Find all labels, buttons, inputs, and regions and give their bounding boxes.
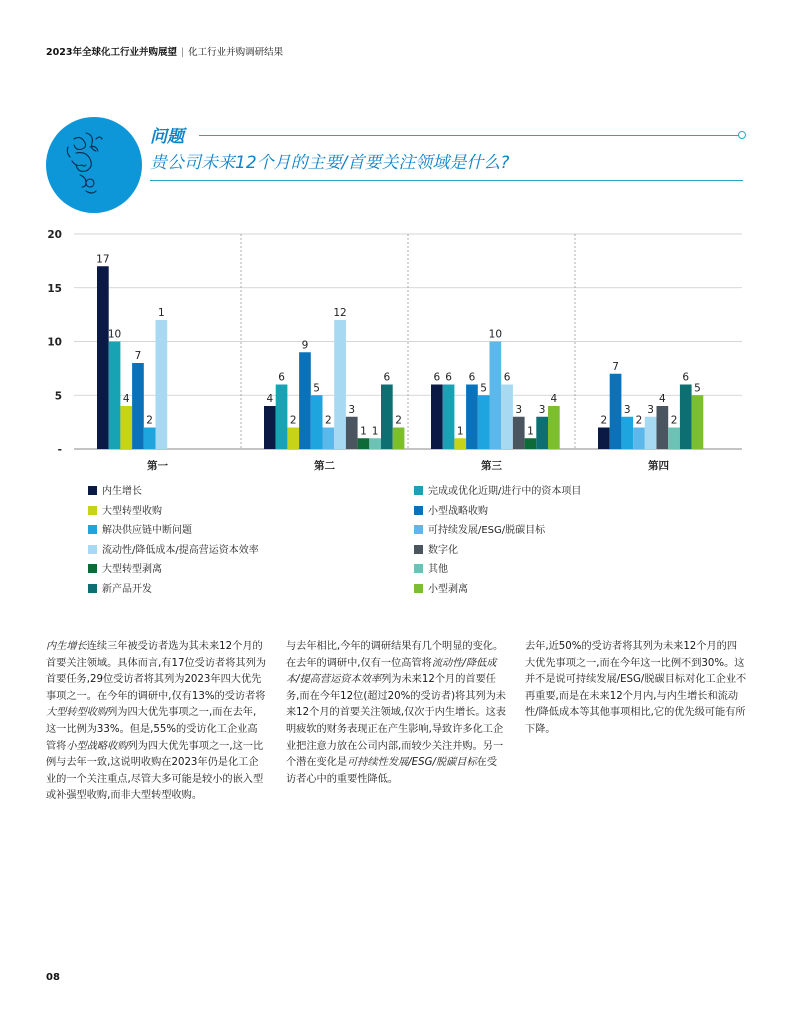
body-text: 与去年相比,今年的调研结果有几个明显的变化。在去年的调研中,仅有一位高管将: [286, 641, 504, 669]
data-label: 2: [289, 414, 297, 427]
legend-label: 小型战略收购: [428, 505, 488, 517]
bar: [692, 395, 704, 449]
report-subtitle: 化工行业并购调研结果: [188, 47, 284, 58]
question-text: 贵公司未来12个月的主要/首要关注领域是什么?: [150, 153, 510, 173]
data-label: 4: [122, 393, 130, 405]
legend-swatch: [88, 506, 97, 515]
legend-label: 可持续发展/ESG/脱碳目标: [428, 525, 546, 536]
bar: [346, 417, 358, 449]
data-label: 7: [612, 360, 619, 373]
bar: [680, 385, 692, 450]
data-label: 1: [371, 425, 379, 438]
legend-swatch: [414, 584, 423, 593]
legend-swatch: [88, 584, 97, 593]
data-label: 3: [623, 403, 631, 416]
data-label: 6: [468, 371, 476, 384]
y-tick-label: 15: [47, 282, 62, 295]
data-label: 4: [659, 393, 666, 405]
bar: [633, 428, 645, 450]
question-illustration: [46, 117, 142, 213]
bar: [323, 428, 335, 450]
bar: [657, 406, 669, 449]
data-label: 3: [538, 403, 546, 416]
data-label: 3: [515, 403, 523, 416]
legend-swatch: [414, 545, 423, 554]
data-label: 6: [433, 371, 441, 384]
bar: [598, 428, 610, 450]
bar: [548, 406, 560, 449]
data-label: 3: [647, 403, 654, 416]
bar: [513, 417, 525, 449]
sketch-icon: [46, 117, 142, 213]
data-label: 7: [134, 350, 142, 362]
legend-item: [88, 486, 142, 498]
bar: [525, 438, 537, 449]
body-column-2: [286, 639, 506, 788]
data-label: 6: [278, 371, 285, 384]
data-label: 5: [694, 382, 701, 395]
data-label: 2: [600, 414, 608, 427]
bar: [610, 374, 622, 449]
bar: [132, 363, 144, 449]
legend-swatch: [414, 506, 423, 515]
data-label: 9: [301, 339, 309, 352]
emphasis-text: 内生增长: [46, 641, 87, 652]
bar: [536, 417, 548, 449]
body-text: 去年,近50%的受访者将其列为未来12个月的四大优先事项之一,而在今年这一比例不到30%。这并不是说可持续发展/ESG/脱碳目标对化工企业不再重要,而是在未来12个月内,与内生增长和流动性/降低成本等其他事项相比,它的优先级可能有所下降。: [525, 641, 747, 735]
data-label: 1: [360, 425, 367, 438]
bar: [369, 438, 381, 449]
emphasis-text: 流动性/降低成本/提高营运资本效率: [286, 657, 497, 686]
legend-swatch: [414, 525, 423, 534]
bar: [120, 406, 132, 449]
legend-label: 完成或优化近期/进行中的资本项目: [428, 486, 582, 497]
data-label: 2: [395, 414, 402, 427]
bar: [393, 428, 405, 450]
data-label: 17: [96, 253, 110, 266]
data-label: 6: [445, 371, 452, 384]
legend-item: [414, 545, 458, 557]
x-category-label: 第一: [147, 460, 168, 472]
bar: [358, 438, 370, 449]
legend-item: [414, 564, 448, 576]
data-label: 5: [480, 382, 487, 395]
data-label: 6: [383, 371, 391, 384]
emphasis-text: 小型战略收购: [66, 740, 128, 752]
bar: [299, 352, 311, 449]
y-tick-label: 10: [47, 336, 62, 349]
y-tick-label: 5: [54, 390, 62, 403]
data-label: 5: [313, 382, 320, 395]
page-number: 08: [46, 972, 60, 983]
legend-label: 数字化: [428, 544, 458, 556]
bar: [431, 385, 443, 450]
bar: [501, 385, 513, 450]
question-divider-bottom: [150, 180, 743, 181]
body-text: 列为未来12个月的首要任务,而在今年12位(超过20%的受访者)将其列为未来12个月的首要关注领域,仅次于内生增长。这表明疲软的财务表现正在产生影响,导致许多化工企业把注意力放在公司内部,而较少关注并购。另一个潜在变化是: [286, 674, 506, 769]
bar: [668, 428, 680, 450]
bar: [311, 395, 323, 449]
bar: [264, 406, 276, 449]
bar: [490, 342, 502, 450]
data-label: 10: [488, 328, 503, 341]
question-label: 问题: [150, 122, 188, 147]
legend-label: 其他: [428, 564, 448, 575]
legend-item: [414, 506, 488, 518]
legend-item: [88, 584, 152, 596]
report-title: 2023年全球化工行业并购展望: [46, 47, 177, 58]
body-column-3: [525, 639, 747, 739]
body-text: 连续三年被受访者选为其未来12个月的首要关注领域。具体而言,有17位受访者将其列为首要任务,29位受访者将其列为2023年四大优先事项之一。在今年的调研中,仅有13%的受访者将: [46, 641, 266, 702]
bar: [109, 342, 121, 450]
bar: [381, 385, 393, 450]
data-label: 3: [348, 403, 356, 416]
legend-label: 大型转型收购: [102, 505, 162, 517]
header-separator: |: [180, 47, 185, 58]
legend-label: 新产品开发: [102, 583, 152, 595]
divider-end-dot: [738, 131, 746, 139]
legend-item: [88, 506, 162, 518]
legend-item: [88, 525, 192, 537]
bar: [156, 320, 168, 449]
emphasis-text: 可持续性发展/ESG/脱碳目标: [347, 757, 477, 769]
x-category-label: 第二: [314, 460, 335, 472]
legend-swatch: [88, 486, 97, 495]
bar: [454, 438, 466, 449]
bar: [443, 385, 455, 450]
legend-swatch: [88, 525, 97, 534]
data-label: 4: [550, 393, 558, 405]
body-text: 列为四大优先事项之一,这一比例与去年一致,这说明收购在2023年仍是化工企业的一个关注重点,尽管大多可能是较小的嵌入型或补强型收购,而非大型转型收购。: [46, 740, 264, 802]
x-category-label: 第四: [648, 460, 669, 472]
body-text: 在受访者心中的重要性降低。: [286, 757, 498, 785]
data-label: 6: [682, 371, 690, 384]
data-label: 2: [670, 414, 678, 427]
bar: [287, 428, 299, 450]
bar: [466, 385, 478, 450]
legend-swatch: [414, 486, 423, 495]
bar: [621, 417, 633, 449]
y-tick-label: 20: [47, 229, 62, 241]
legend-label: 流动性/降低成本/提高营运资本效率: [102, 544, 259, 556]
emphasis-text: 大型转型收购: [46, 707, 108, 719]
legend-item: [414, 486, 581, 498]
bar: [478, 395, 490, 449]
data-label: 12: [333, 307, 347, 319]
bar-chart: [0, 220, 791, 480]
bar: [645, 417, 657, 449]
legend-label: 解决供应链中断问题: [102, 525, 192, 536]
data-label: 1: [158, 307, 165, 319]
data-label: 6: [503, 371, 511, 384]
data-label: 1: [456, 425, 464, 438]
legend-swatch: [88, 545, 97, 554]
data-label: 1: [527, 425, 534, 438]
bar: [334, 320, 346, 449]
legend-label: 大型转型剥离: [102, 564, 162, 575]
legend-swatch: [88, 564, 97, 573]
body-column-1: [46, 639, 266, 805]
legend-label: 小型剥离: [428, 583, 468, 595]
data-label: 2: [146, 414, 153, 427]
bar: [144, 428, 156, 450]
legend-label: 内生增长: [102, 486, 142, 497]
bar: [97, 266, 109, 449]
bar: [276, 385, 288, 450]
legend-item: [88, 545, 259, 557]
legend-item: [414, 525, 545, 537]
data-label: 10: [107, 328, 122, 341]
page-header: [46, 44, 283, 58]
data-label: 2: [325, 414, 332, 427]
x-category-label: 第三: [481, 460, 502, 472]
legend-item: [88, 564, 162, 576]
legend-swatch: [414, 564, 423, 573]
y-tick-label: -: [57, 444, 62, 456]
data-label: 2: [635, 414, 643, 427]
body-text: 列为四大优先事项之一,而在去年,这一比例为33%。但是,55%的受访化工企业高管将: [46, 707, 258, 752]
legend-item: [414, 584, 468, 596]
data-label: 4: [266, 393, 274, 405]
question-divider-top: [199, 135, 741, 136]
